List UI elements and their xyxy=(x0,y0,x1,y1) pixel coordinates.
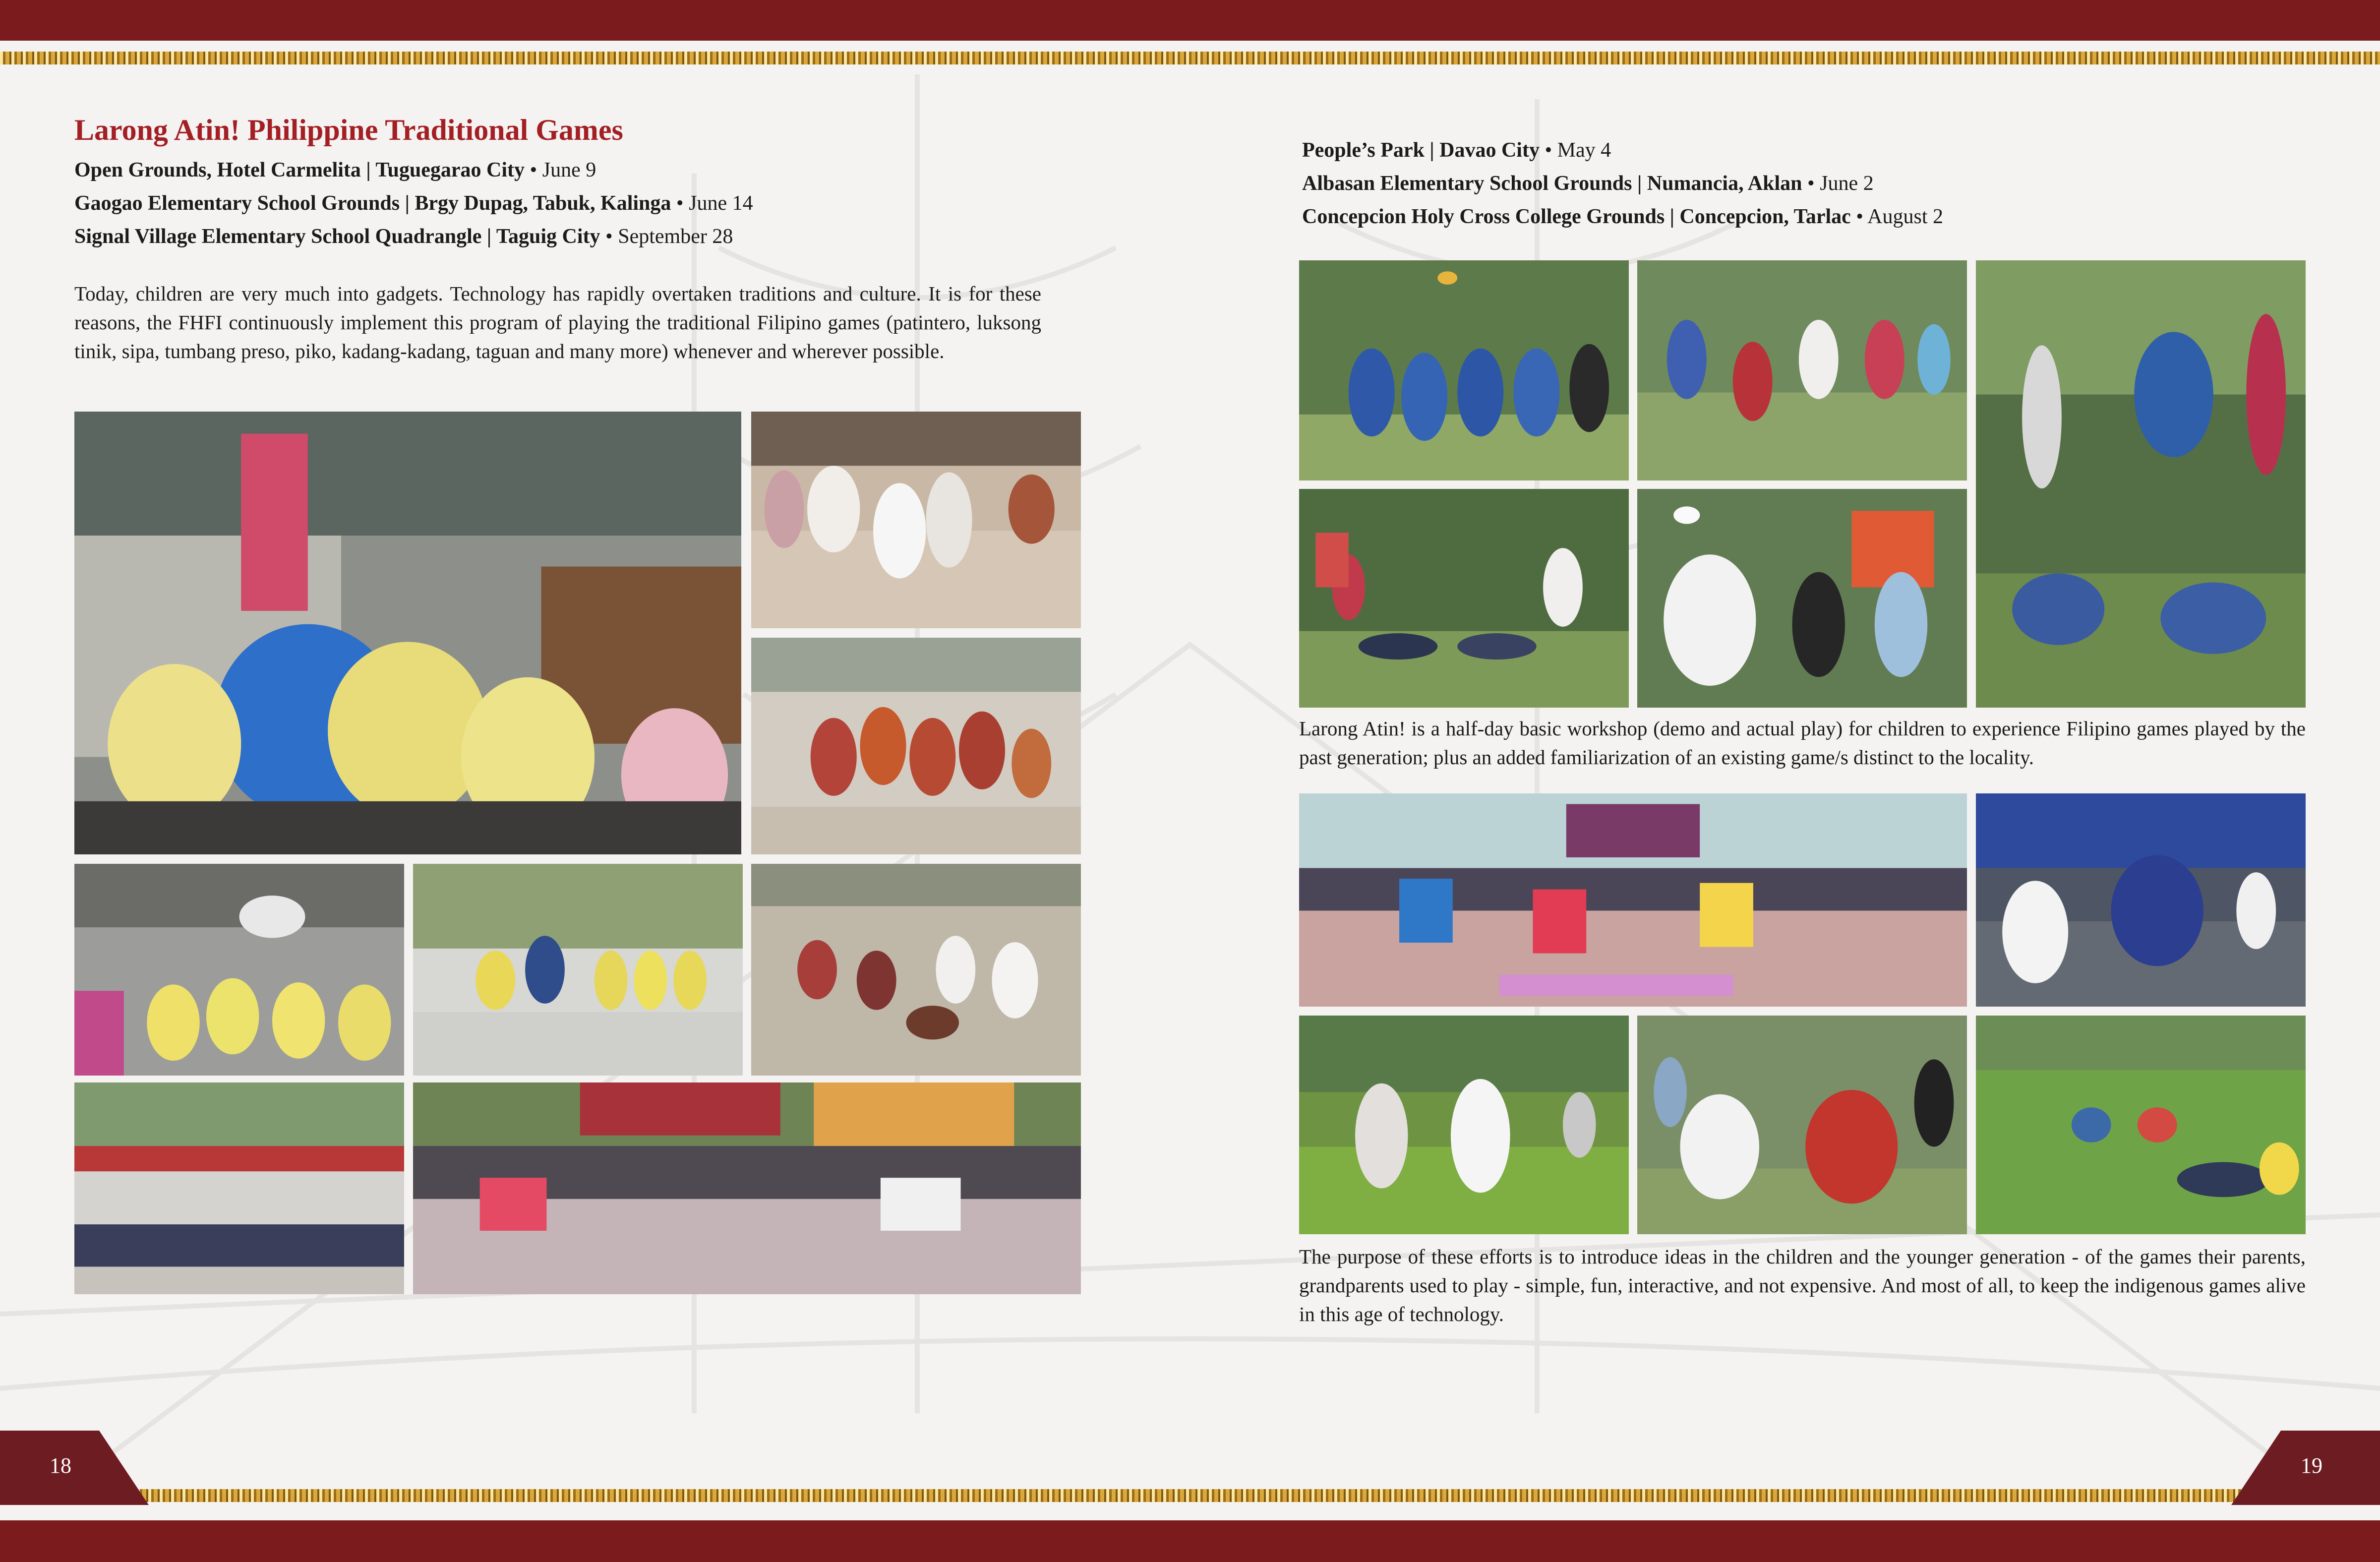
photo-elder-demo xyxy=(1637,1016,1967,1234)
page-heading: Larong Atin! Philippine Traditional Games xyxy=(74,114,623,146)
photo-seated-game xyxy=(1299,489,1629,708)
venue-item xyxy=(74,154,753,187)
photo-bamboo-dance xyxy=(751,638,1081,854)
venue-item xyxy=(1302,167,1943,200)
venue-place: Signal Village Elementary School Quadrangle | Taguig City xyxy=(74,225,600,248)
photo-pabitin-reach xyxy=(74,412,741,854)
venue-place: Open Grounds, Hotel Carmelita | Tuguegarao City xyxy=(74,159,525,181)
purpose-paragraph: The purpose of these efforts is to introduce ideas in the children and the younger generation - of the games their parents, grandparents used to play - simple, fun, interactive, and not expensive. And most of all, to keep the indigenous games alive in this age of technology. xyxy=(1299,1245,2306,1325)
venue-item xyxy=(74,220,753,253)
venue-date: • May 4 xyxy=(1545,139,1611,162)
photo-sipa-kick xyxy=(1637,489,1967,708)
venue-date: • September 28 xyxy=(605,225,733,248)
venue-place: Concepcion Holy Cross College Grounds | Concepcion, Tarlac xyxy=(1302,205,1851,228)
venue-date: • June 2 xyxy=(1807,172,1874,195)
intro-paragraph: Today, children are very much into gadgets. Technology has rapidly overtaken traditions and culture. It is for these reasons, the FHFI continuously implement this program of playing the traditional Filipino games (patintero, luksong tinik, sipa, tumbang preso, piko, kadang-kadang, taguan and many more) whenever and wherever possible. xyxy=(74,282,1041,362)
workshop-paragraph: Larong Atin! is a half-day basic workshop (demo and actual play) for children to experience Filipino games played by the past generation; plus an added familiarization of an existing game/s distinct to the locality. xyxy=(1299,717,2306,769)
photo-field-sitting-game xyxy=(1976,1016,2306,1234)
venue-place: Albasan Elementary School Grounds | Numancia, Aklan xyxy=(1302,172,1802,195)
page-number-left: 18 xyxy=(50,1453,71,1478)
photo-pinata-hall xyxy=(74,864,404,1076)
venue-date: • June 14 xyxy=(676,192,753,215)
venue-place: People’s Park | Davao City xyxy=(1302,139,1540,162)
venue-item xyxy=(1302,134,1943,167)
venue-date: • August 2 xyxy=(1856,205,1943,228)
photo-group-gym xyxy=(74,1082,404,1294)
photo-tinik-jump xyxy=(1976,260,2306,708)
photo-costumed-children xyxy=(1299,260,1629,481)
photo-dirt-yard-game xyxy=(751,864,1081,1076)
venue-item xyxy=(1302,200,1943,234)
venue-date: • June 9 xyxy=(530,159,596,181)
venue-item xyxy=(74,187,753,220)
venue-list-left xyxy=(74,154,753,253)
photo-group-stage xyxy=(1299,793,1967,1007)
venue-place: Gaogao Elementary School Grounds | Brgy Dupag, Tabuk, Kalinga xyxy=(74,192,671,215)
photo-park-game-line xyxy=(1637,260,1967,481)
photo-courtyard-play xyxy=(751,412,1081,628)
photo-lawn-race xyxy=(1299,1016,1629,1234)
photo-gym-lunge xyxy=(1976,793,2306,1007)
photo-group-festival xyxy=(413,1082,1081,1294)
page-number-right: 19 xyxy=(2301,1453,2322,1478)
venue-list-right xyxy=(1302,134,1943,234)
photo-handstand-game xyxy=(413,864,743,1076)
